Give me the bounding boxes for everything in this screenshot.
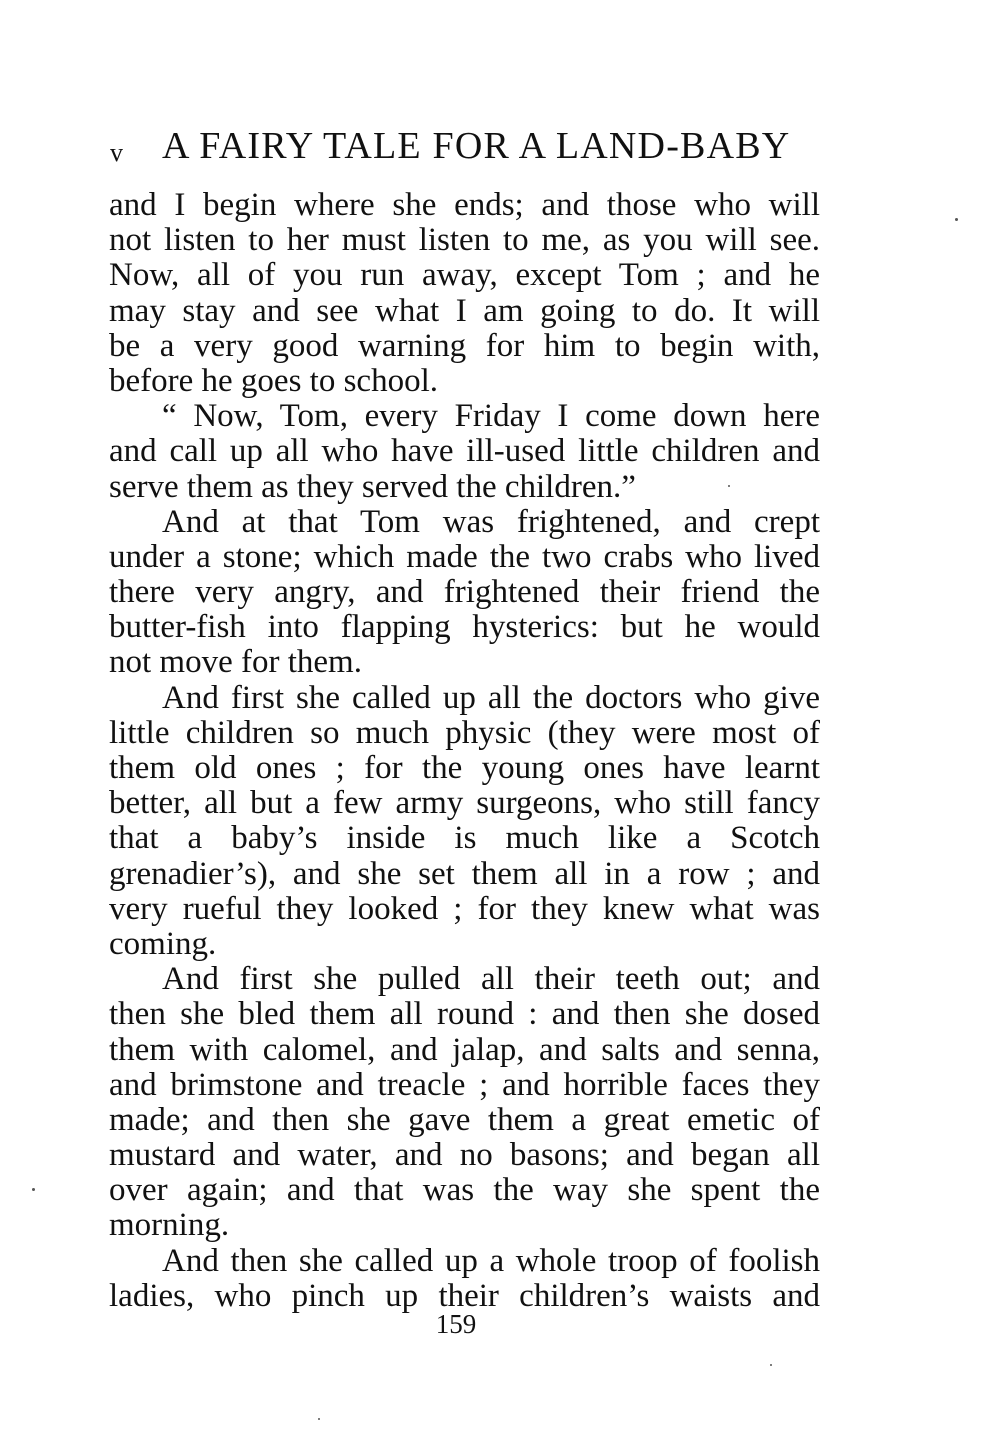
- text-line: grenadier’s), and she set them all in a row ; and: [109, 855, 820, 892]
- print-speck: [728, 485, 730, 487]
- text-line: made; and then she gave them a great emetic of: [109, 1101, 820, 1138]
- text-line: morning.: [109, 1207, 230, 1244]
- text-line: Now, all of you run away, except Tom ; and he: [109, 257, 820, 294]
- text-line: mustard and water, and no basons; and began all: [109, 1137, 820, 1174]
- text-line: And first she called up all the doctors who give: [162, 679, 820, 716]
- text-line: and I begin where she ends; and those who will: [109, 187, 820, 223]
- running-head-title: A FAIRY TALE FOR A LAND-BABY: [162, 125, 791, 167]
- text-line: And then she called up a whole troop of foolish: [162, 1242, 820, 1279]
- print-speck: [32, 1188, 35, 1191]
- text-line: little children so much physic (they were most of: [109, 714, 820, 751]
- running-head: [110, 124, 830, 172]
- text-line: then she bled them all round : and then she dosed: [109, 996, 820, 1033]
- text-line: them with calomel, and jalap, and salts and senna,: [109, 1031, 820, 1068]
- body-text: [109, 188, 820, 1314]
- text-line: before he goes to school.: [109, 362, 438, 399]
- print-speck: [318, 1418, 320, 1420]
- text-line: coming.: [109, 925, 217, 962]
- text-line: there very angry, and frightened their friend the: [109, 574, 820, 611]
- chapter-number: v: [110, 138, 123, 167]
- text-line: better, all but a few army surgeons, who still fancy: [109, 785, 820, 822]
- text-line: that a baby’s inside is much like a Scotch: [109, 820, 820, 857]
- text-line: may stay and see what I am going to do. It will: [109, 292, 820, 329]
- text-line: serve them as they served the children.”: [109, 468, 636, 505]
- page-number: [0, 1308, 1000, 1340]
- text-line: ladies, who pinch up their children’s waists and: [109, 1277, 820, 1314]
- text-line: And first she pulled all their teeth out; and: [162, 961, 820, 998]
- print-speck: [955, 218, 958, 221]
- text-line: And at that Tom was frightened, and crept: [162, 503, 820, 540]
- text-line: over again; and that was the way she spent the: [109, 1172, 820, 1209]
- print-speck: [770, 1364, 772, 1366]
- text-line: not listen to her must listen to me, as you will see.: [109, 222, 820, 259]
- text-line: very rueful they looked ; for they knew what was: [109, 890, 820, 927]
- text-line: be a very good warning for him to begin with,: [109, 327, 820, 364]
- page-number-text: 159: [435, 1309, 477, 1339]
- text-line: and brimstone and treacle ; and horrible faces they: [109, 1066, 820, 1103]
- text-line: them old ones ; for the young ones have learnt: [109, 750, 820, 786]
- text-line: butter-fish into flapping hysterics: but he would: [109, 609, 820, 646]
- text-line: “ Now, Tom, every Friday I come down here: [162, 398, 820, 435]
- text-line: under a stone; which made the two crabs who lived: [109, 538, 820, 575]
- text-line: and call up all who have ill-used little children and: [109, 433, 820, 470]
- text-line: not move for them.: [109, 644, 362, 681]
